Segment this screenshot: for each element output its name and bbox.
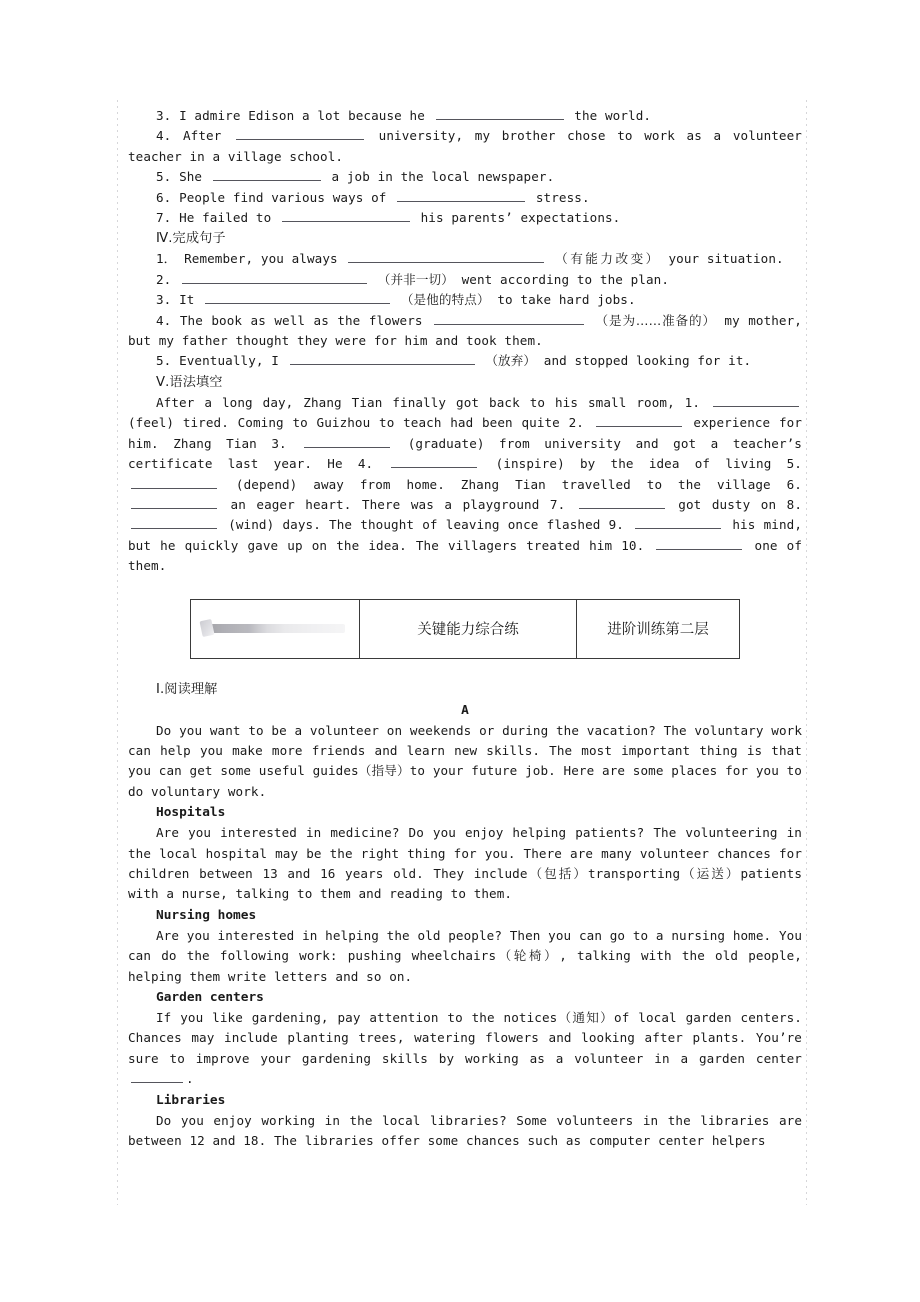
answer-blank-6[interactable]: [131, 496, 217, 509]
answer-blank-3[interactable]: [304, 435, 390, 448]
answer-blank[interactable]: [434, 312, 584, 325]
exercise-item-6: [128, 188, 802, 208]
answer-blank-10[interactable]: [656, 537, 742, 550]
passage-text: got dusty on 8.: [678, 496, 803, 512]
item-number: 4.: [156, 128, 172, 144]
item-text-after: my mother, but my father thought they were for him and took them.: [128, 312, 802, 349]
answer-blank-7[interactable]: [579, 496, 665, 509]
banner-logo-cell: [191, 599, 360, 658]
passage-text: (feel) tired. Coming to Guizhou to teach had been quite 2.: [128, 415, 584, 431]
section-heading-grammar-fill: Ⅴ.语法填空: [156, 374, 223, 390]
table-row: [191, 599, 740, 658]
answer-blank[interactable]: [131, 1070, 183, 1083]
passage-text: (depend) away from home. Zhang Tian travelled to the village 6.: [235, 476, 802, 492]
answer-blank[interactable]: [282, 209, 410, 222]
reading-block-body-libraries: Do you enjoy working in the local libraries? Some volunteers in the libraries are between 12 and 18. The libraries offer some chances such as computer center helpers: [128, 1112, 802, 1149]
item-hint: （有能力改变）: [555, 251, 661, 267]
section-heading-complete-sentences: Ⅳ.完成句子: [156, 231, 226, 247]
reading-block-body-garden-centers: [128, 1008, 802, 1090]
answer-blank[interactable]: [397, 189, 525, 202]
answer-blank[interactable]: [205, 291, 390, 304]
answer-blank[interactable]: [236, 127, 364, 140]
complete-sentence-item-4: [128, 311, 802, 352]
exercise-item-3: [128, 106, 802, 126]
answer-blank-2[interactable]: [596, 414, 682, 427]
answer-blank-8[interactable]: [131, 516, 217, 529]
item-text-after: and stopped looking for it.: [543, 353, 752, 369]
item-text-after: went according to the plan.: [461, 271, 670, 287]
passage-text: (wind) days. The thought of leaving once flashed 9.: [228, 517, 624, 533]
reading-block-title-libraries: Libraries: [156, 1092, 226, 1108]
item-text-before: After: [183, 128, 222, 144]
gradient-bar-logo-icon: [205, 624, 345, 633]
scan-artifact-right: [806, 100, 807, 1205]
complete-sentence-item-5: [128, 351, 802, 371]
exercise-item-5: [128, 167, 802, 187]
passage-text: his mind, but he quickly gave up on the idea. The villagers treated him 10.: [128, 517, 802, 553]
passage-text: an eager heart. There was a playground 7.: [230, 496, 566, 512]
complete-sentence-item-3: [128, 290, 802, 310]
item-text-before: Eventually, I: [179, 353, 279, 369]
answer-blank[interactable]: [182, 271, 367, 284]
answer-blank[interactable]: [436, 107, 564, 120]
item-number: 3.: [156, 292, 172, 308]
passage-text: (graduate) from university and got a teacher’s certificate last year. He 4.: [128, 435, 802, 472]
reading-block-body-nursing-homes: Are you interested in helping the old people? Then you can go to a nursing home. You can do the following work: pushing wheelchairs（轮椅）, talking with the old people, helping them write letters and so on.: [128, 927, 802, 984]
answer-blank-4[interactable]: [391, 455, 477, 468]
item-hint: （并非一切）: [377, 271, 454, 287]
item-number: 3.: [156, 108, 172, 123]
item-text-after: to take hard jobs.: [497, 292, 636, 308]
passage-text: (inspire) by the idea of living 5.: [495, 456, 802, 472]
exercise-item-4: [128, 126, 802, 167]
section-heading-reading: Ⅰ.阅读理解: [156, 681, 218, 697]
page-content: [128, 106, 802, 1151]
item-text-before: It: [179, 292, 195, 308]
word-form-exercise-list: [128, 106, 802, 228]
answer-blank[interactable]: [348, 250, 544, 263]
item-number: 5.: [156, 169, 172, 185]
item-text-before: The book as well as the flowers: [179, 312, 423, 328]
item-text-after: stress.: [535, 189, 590, 205]
item-text-after: the world.: [574, 108, 652, 123]
passage-text: After a long day, Zhang Tian finally got back to his small room, 1.: [156, 394, 701, 410]
item-text-before: People find various ways of: [179, 189, 387, 205]
item-text-after: university, my brother chose to work as a volunteer teacher in a village school.: [128, 128, 802, 164]
item-hint: （是为……准备的）: [595, 312, 716, 328]
reading-block-title-nursing-homes: Nursing homes: [156, 907, 257, 923]
exercise-item-7: [128, 208, 802, 228]
answer-blank[interactable]: [213, 168, 321, 181]
grammar-fill-passage: [128, 393, 802, 577]
item-number: 1．: [156, 251, 177, 267]
item-number: 7.: [156, 210, 172, 226]
item-hint: （放弃）: [485, 353, 537, 369]
banner-sub-label: 进阶训练第二层: [577, 599, 740, 658]
scan-artifact-left: [117, 100, 118, 1205]
reading-block-title-garden-centers: Garden centers: [156, 990, 264, 1005]
item-number: 5.: [156, 353, 172, 369]
item-number: 2.: [156, 271, 172, 287]
item-text-before: She: [179, 169, 203, 185]
item-text-before: I admire Edison a lot because he: [179, 108, 425, 123]
answer-blank-1[interactable]: [713, 394, 799, 407]
answer-blank[interactable]: [290, 353, 475, 366]
body-text-after-blank: .: [186, 1071, 194, 1087]
answer-blank-9[interactable]: [635, 516, 721, 529]
passage-label-a: A: [461, 702, 469, 718]
body-text-before-blank: If you like gardening, pay attention to the notices（通知）of local garden centers. Chances may include planting trees, watering flowers and looking after plants. You’re sure to improve your gardening skills by working as a volunteer in a garden center: [128, 1010, 802, 1066]
reading-block-title-hospitals: Hospitals: [156, 805, 226, 821]
item-text-before: He failed to: [179, 210, 272, 226]
item-text-after: a job in the local newspaper.: [331, 169, 555, 185]
section-banner: [190, 599, 740, 659]
banner-main-label: 关键能力综合练: [360, 599, 577, 658]
complete-sentence-item-1: [128, 249, 802, 269]
passage-text: experience for him. Zhang Tian 3.: [128, 415, 803, 451]
item-number: 6.: [156, 189, 172, 205]
item-text-after: his parents’ expectations.: [420, 210, 621, 226]
item-text-before: Remember, you always: [184, 251, 338, 267]
complete-sentences-list: [128, 249, 802, 371]
section-banner-wrap: [128, 599, 802, 659]
reading-intro-paragraph: Do you want to be a volunteer on weekends or during the vacation? The voluntary work can help you make more friends and learn new skills. The most important thing is that you can get some useful guides（指导）to your future job. Here are some places for you to do voluntary work.: [128, 722, 802, 799]
answer-blank-5[interactable]: [131, 476, 217, 489]
reading-block-body-hospitals: Are you interested in medicine? Do you enjoy helping patients? The volunteering in the local hospital may be the right thing for you. There are many volunteer chances for children between 13 and 16 years old. They include（包括）transporting（运送）patients with a nurse, talking to them and reading to them.: [128, 825, 802, 902]
item-text-after: your situation.: [668, 251, 784, 267]
item-number: 4.: [156, 312, 172, 328]
passage-text: one of them.: [128, 537, 803, 574]
item-hint: （是他的特点）: [400, 292, 490, 308]
complete-sentence-item-2: [128, 270, 802, 290]
